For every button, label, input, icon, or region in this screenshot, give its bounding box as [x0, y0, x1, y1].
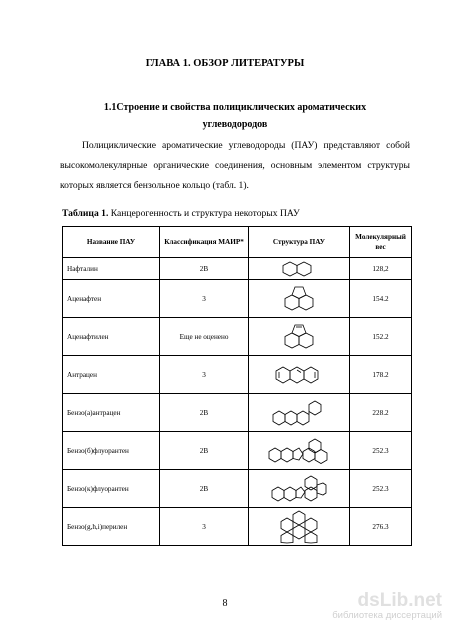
cell-name: Бензо(к)флуорантен — [63, 470, 160, 508]
cell-weight: 252.3 — [350, 432, 412, 470]
table-row — [63, 280, 412, 318]
table-row — [63, 318, 412, 356]
table-row — [63, 258, 412, 280]
cell-name: Бензо(g,h,i)перилен — [63, 508, 160, 546]
benzoperylene-structure — [249, 508, 350, 546]
cell-weight: 178.2 — [350, 356, 412, 394]
header-name: Название ПАУ — [63, 227, 160, 258]
watermark-subtitle: библиотека диссертаций — [332, 610, 442, 621]
benzo-b-fluoranthene-structure — [249, 432, 350, 470]
benzanthracene-structure — [249, 394, 350, 432]
cell-weight: 276.3 — [350, 508, 412, 546]
benzo-k-fluoranthene-structure — [249, 470, 350, 508]
section-title-line2: углеводородов — [202, 119, 268, 130]
header-structure: Структура ПАУ — [249, 227, 350, 258]
header-classification: Классификация МАИР* — [160, 227, 249, 258]
header-weight: Молекулярный вес — [350, 227, 412, 258]
table-row — [63, 356, 412, 394]
cell-name: Нафталин — [63, 258, 160, 280]
cell-weight: 252.3 — [350, 470, 412, 508]
cell-weight: 228.2 — [350, 394, 412, 432]
pah-table — [62, 226, 412, 546]
intro-paragraph: Полициклические ароматические углеводороды (ПАУ) представляют собой высокомолекулярные органические соединения, основным элементом структуры которых является бензольное кольцо (табл. 1). — [60, 140, 410, 191]
cell-class: Еще не оценено — [160, 318, 249, 356]
table-row — [63, 432, 412, 470]
cell-name: Антрацен — [63, 356, 160, 394]
chapter-title: ГЛАВА 1. ОБЗОР ЛИТЕРАТУРЫ — [145, 58, 305, 69]
cell-class: 2B — [160, 258, 249, 280]
anthracene-structure — [249, 356, 350, 394]
table-caption-label: Таблица 1. — [62, 208, 109, 219]
table-row — [63, 508, 412, 546]
cell-class: 3 — [160, 508, 249, 546]
watermark-logo: dsLib.net — [357, 590, 442, 611]
cell-class: 3 — [160, 280, 249, 318]
table-header-row — [63, 227, 412, 258]
cell-weight: 128,2 — [350, 258, 412, 280]
table-caption-text: Канцерогенность и структура некоторых ПАУ — [108, 208, 300, 219]
table-row — [63, 470, 412, 508]
cell-name: Аценафтен — [63, 280, 160, 318]
cell-weight: 154.2 — [350, 280, 412, 318]
page-number: 8 — [222, 598, 228, 609]
watermark — [332, 590, 442, 621]
cell-class: 3 — [160, 356, 249, 394]
section-title — [60, 99, 410, 133]
table-caption — [62, 208, 300, 219]
cell-name: Бензо(а)антрацен — [63, 394, 160, 432]
cell-name: Бензо(б)флуорантен — [63, 432, 160, 470]
cell-class: 2B — [160, 432, 249, 470]
cell-weight: 152.2 — [350, 318, 412, 356]
acenaphthene-structure — [249, 280, 350, 318]
naphthalene-structure — [249, 258, 350, 280]
table-row — [63, 394, 412, 432]
cell-name: Аценафтилен — [63, 318, 160, 356]
cell-class: 2B — [160, 394, 249, 432]
cell-class: 2B — [160, 470, 249, 508]
section-title-line1: 1.1Строение и свойства полициклических ароматических — [103, 102, 367, 113]
acenaphthylene-structure — [249, 318, 350, 356]
